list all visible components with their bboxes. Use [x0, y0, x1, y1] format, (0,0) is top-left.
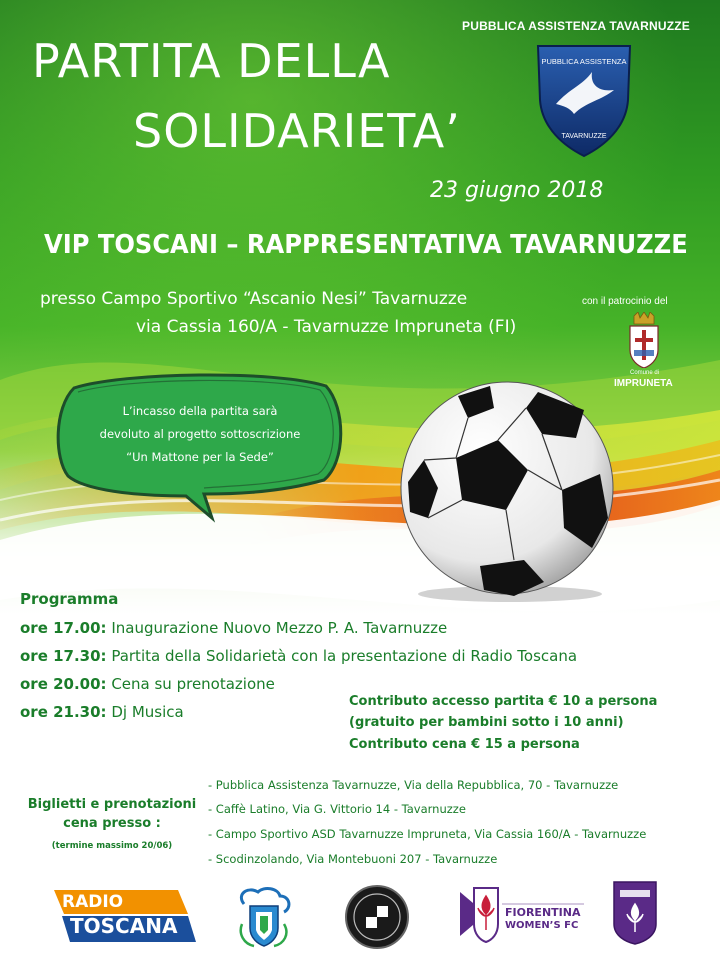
ticket-location: - Pubblica Assistenza Tavarnuzze, Via della Repubblica, 70 - Tavarnuzze [208, 778, 619, 792]
program-item [20, 647, 577, 665]
title-line-2: SOLIDARIETA’ [133, 104, 461, 158]
glorie-viola-logo [612, 880, 658, 946]
program-time: ore 20.00: [20, 675, 107, 693]
program-text: Dj Musica [111, 703, 184, 721]
program-item [20, 619, 447, 637]
logo-text-bottom: TAVARNUZZE [561, 133, 607, 140]
organization-name: PUBBLICA ASSISTENZA TAVARNUZZE [462, 19, 690, 33]
venue-line-2: via Cassia 160/A - Tavarnuzze Impruneta (FI) [136, 317, 517, 337]
program-heading: Programma [20, 590, 119, 608]
event-date: 23 giugno 2018 [430, 178, 604, 203]
contribution-dinner: Contributo cena € 15 a persona [349, 737, 580, 752]
impruneta-crest-icon [626, 312, 662, 368]
venue-line-1: presso Campo Sportivo “Ascanio Nesi” Tavarnuzze [40, 289, 468, 309]
title-line-1: PARTITA DELLA [32, 34, 391, 88]
program-text: Cena su prenotazione [111, 675, 275, 693]
speech-bubble [54, 368, 344, 528]
patronage-label: con il patrocinio del [582, 296, 668, 307]
program-text: Inaugurazione Nuovo Mezzo P. A. Tavarnuzze [111, 619, 448, 637]
pubblica-assistenza-logo [534, 42, 634, 160]
fiorentina-text-1: FIORENTINA [505, 906, 581, 919]
comune-small-label: Comune di [630, 370, 660, 376]
ticket-location: - Scodinzolando, Via Montebuoni 207 - Tavarnuzze [208, 852, 498, 866]
tickets-deadline-note: (termine massimo 20/06) [51, 841, 173, 851]
fiorentina-text-2: WOMEN’S FC [505, 920, 579, 931]
bubble-text-line-1: L’incasso della partita sarà [122, 404, 278, 418]
contribution-children-note: (gratuito per bambini sotto i 10 anni) [349, 715, 624, 730]
bubble-text-line-3: “Un Mattone per la Sede” [126, 450, 274, 464]
dragon-club-logo [234, 884, 294, 950]
comune-name: IMPRUNETA [614, 378, 673, 389]
soccer-ball-icon [394, 378, 620, 604]
tickets-heading-1: Biglietti e prenotazioni [27, 797, 197, 812]
program-text: Partita della Solidarietà con la presentazione di Radio Toscana [111, 647, 578, 665]
program-time: ore 17.00: [20, 619, 107, 637]
match-title: VIP TOSCANI – RAPPRESENTATIVA TAVARNUZZE [44, 230, 688, 260]
logo-text-top: PUBBLICA ASSISTENZA [541, 57, 627, 66]
program-item [20, 703, 184, 721]
radio-logo-text-1: RADIO [62, 892, 124, 912]
contribution-match: Contributo accesso partita € 10 a persona [349, 694, 658, 709]
program-time: ore 17.30: [20, 647, 107, 665]
club-seal-logo [344, 884, 410, 950]
radio-logo-text-2: TOSCANA [70, 914, 178, 938]
program-item [20, 675, 275, 693]
bubble-text-line-2: devoluto al progetto sottoscrizione [99, 427, 301, 441]
tickets-heading-2: cena presso : [63, 816, 161, 831]
ticket-location: - Caffè Latino, Via G. Vittorio 14 - Tavarnuzze [208, 802, 466, 816]
program-time: ore 21.30: [20, 703, 107, 721]
ticket-location: - Campo Sportivo ASD Tavarnuzze Impruneta, Via Cassia 160/A - Tavarnuzze [208, 827, 647, 841]
